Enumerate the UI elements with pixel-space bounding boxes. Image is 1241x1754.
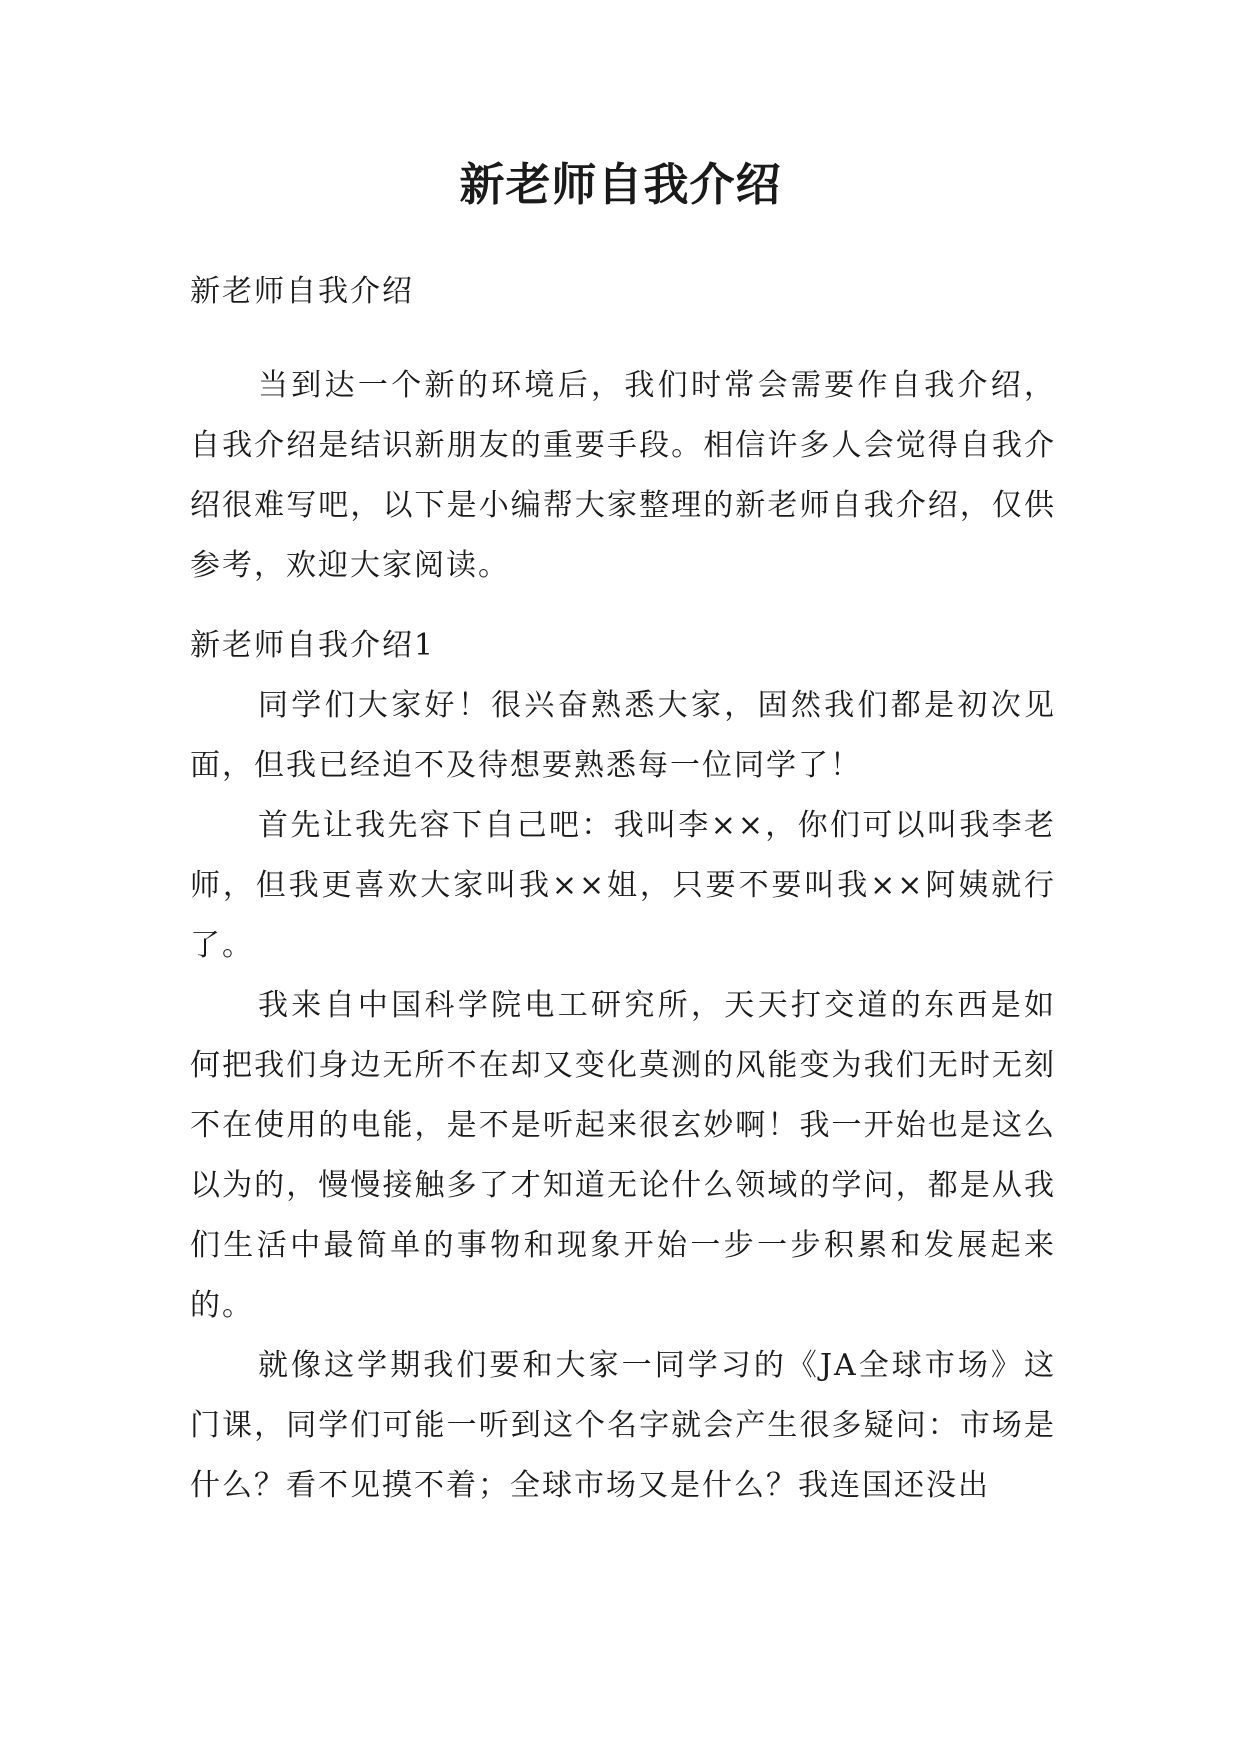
section-heading: 新老师自我介绍1 [190, 628, 436, 663]
body-paragraph: 我来自中国科学院电工研究所，天天打交道的东西是如何把我们身边无所不在却又变化莫测的风能变为我们无时无刻不在使用的电能，是不是听起来很玄妙啊！我一开始也是这么以为的，慢慢接触多了才知道无论什么领域的学问，都是从我们生活中最简单的事物和现象开始一步一步积累和发展起来的。 [190, 988, 1056, 1323]
body-paragraph: 首先让我先容下自己吧：我叫李××，你们可以叫我李老师，但我更喜欢大家叫我××姐，只要不要叫我××阿姨就行了。 [190, 808, 1056, 963]
body-paragraph: 同学们大家好！很兴奋熟悉大家，固然我们都是初次见面，但我已经迫不及待想要熟悉每一位同学了！ [190, 688, 1056, 783]
body-paragraph: 就像这学期我们要和大家一同学习的《JA全球市场》这门课，同学们可能一听到这个名字就会产生很多疑问：市场是什么？看不见摸不着；全球市场又是什么？我连国还没出 [190, 1348, 1056, 1503]
intro-paragraph: 当到达一个新的环境后，我们时常会需要作自我介绍，自我介绍是结识新朋友的重要手段。相信许多人会觉得自我介绍很难写吧，以下是小编帮大家整理的新老师自我介绍，仅供参考，欢迎大家阅读。 [190, 368, 1056, 583]
document-title: 新老师自我介绍 [459, 158, 782, 211]
document-subtitle: 新老师自我介绍 [190, 274, 414, 309]
